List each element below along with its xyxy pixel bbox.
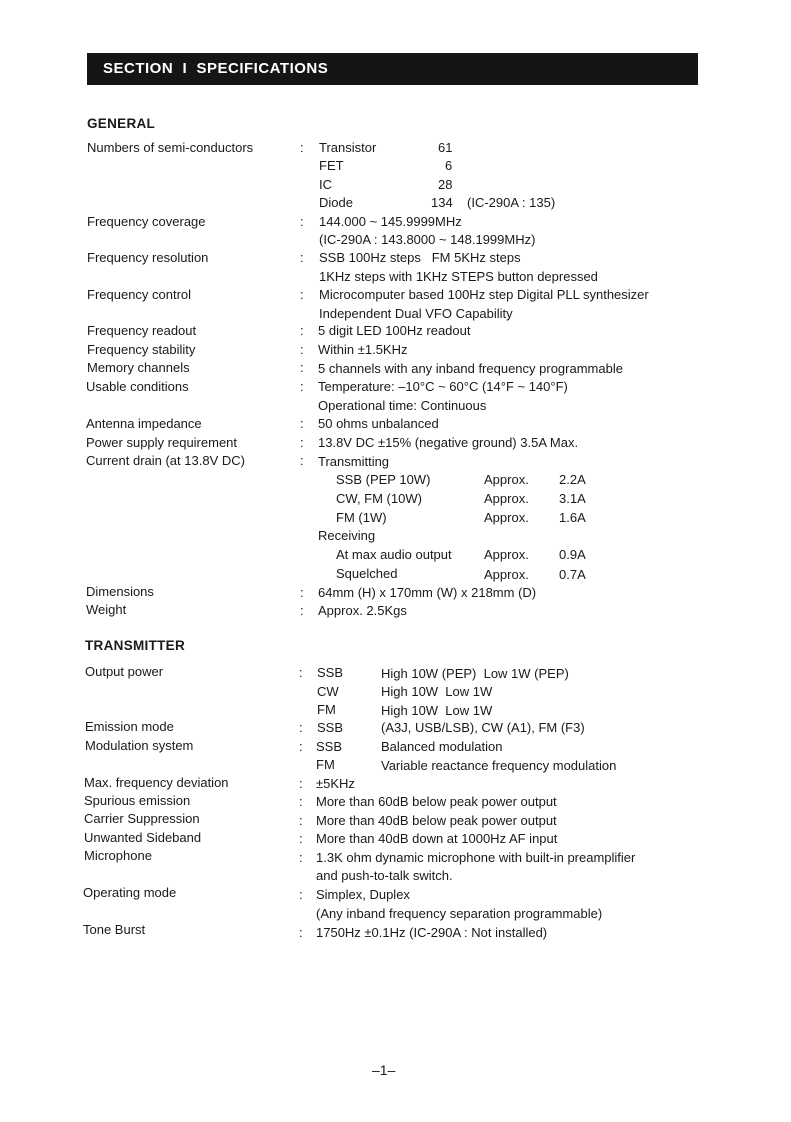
output-power-label: Output power: [85, 664, 164, 679]
drain-mode: FM (1W): [336, 510, 387, 525]
drain-mode: Squelched: [336, 566, 398, 581]
max-deviation-value: ±5KHz: [316, 776, 355, 791]
semi-row-name: Diode: [319, 195, 353, 210]
semi-row-value: 61: [438, 140, 453, 155]
modulation-value: Variable reactance frequency modulation: [381, 758, 617, 773]
usable-conditions-line2: Operational time: Continuous: [318, 398, 487, 413]
frequency-readout-value: 5 digit LED 100Hz readout: [318, 323, 471, 338]
frequency-coverage-label: Frequency coverage: [87, 214, 206, 229]
colon: :: [299, 665, 303, 680]
tone-burst-value: 1750Hz ±0.1Hz (IC-290A : Not installed): [316, 925, 548, 940]
frequency-resolution-label: Frequency resolution: [87, 250, 209, 265]
semi-row-value: 28: [438, 177, 453, 192]
colon: :: [299, 887, 303, 902]
dimensions-value: 64mm (H) x 170mm (W) x 218mm (D): [318, 585, 537, 600]
drain-value: 3.1A: [559, 491, 586, 506]
transmitting-label: Transmitting: [318, 454, 390, 469]
operating-mode-label: Operating mode: [83, 885, 177, 900]
colon: :: [300, 250, 304, 265]
memory-channels-label: Memory channels: [87, 360, 190, 375]
drain-mode: SSB (PEP 10W): [336, 472, 431, 487]
colon: :: [300, 287, 304, 302]
semi-row-name: FET: [319, 158, 344, 173]
usable-conditions-label: Usable conditions: [86, 379, 189, 394]
microphone-line1: 1.3K ohm dynamic microphone with built-in preamplifier: [316, 850, 636, 865]
spurious-emission-value: More than 60dB below peak power output: [316, 794, 557, 809]
colon: :: [300, 435, 304, 450]
unwanted-sideband-value: More than 40dB down at 1000Hz AF input: [316, 831, 558, 846]
frequency-stability-value: Within ±1.5KHz: [318, 342, 408, 357]
output-power-value: High 10W Low 1W: [381, 684, 493, 699]
receiving-label: Receiving: [318, 528, 376, 543]
colon: :: [299, 831, 303, 846]
drain-value: 0.9A: [559, 547, 586, 562]
max-deviation-label: Max. frequency deviation: [84, 775, 229, 790]
colon: :: [300, 585, 304, 600]
frequency-coverage-line2: (IC-290A : 143.8000 ~ 148.1999MHz): [319, 232, 536, 247]
carrier-suppression-value: More than 40dB below peak power output: [316, 813, 557, 828]
modulation-value: Balanced modulation: [381, 739, 503, 754]
output-power-mode: CW: [317, 684, 339, 699]
colon: :: [300, 140, 304, 155]
semi-row-value: 6: [445, 158, 453, 173]
page-number: –1–: [372, 1062, 396, 1078]
drain-approx: Approx.: [484, 491, 529, 506]
colon: :: [300, 342, 304, 357]
colon: :: [299, 720, 303, 735]
drain-approx: Approx.: [484, 510, 529, 525]
colon: :: [300, 379, 304, 394]
frequency-stability-label: Frequency stability: [87, 342, 196, 357]
colon: :: [300, 416, 304, 431]
frequency-control-line2: Independent Dual VFO Capability: [319, 306, 513, 321]
emission-mode-label: Emission mode: [85, 719, 174, 734]
drain-value: 2.2A: [559, 472, 586, 487]
frequency-coverage-line1: 144.000 ~ 145.9999MHz: [319, 214, 462, 229]
semi-row-value: 134: [431, 195, 453, 210]
current-drain-label: Current drain (at 13.8V DC): [86, 453, 245, 468]
weight-label: Weight: [86, 602, 127, 617]
modulation-mode: FM: [316, 757, 335, 772]
modulation-mode: SSB: [316, 739, 343, 754]
spurious-emission-label: Spurious emission: [84, 793, 191, 808]
colon: :: [299, 776, 303, 791]
section-title: SECTION I SPECIFICATIONS: [103, 60, 329, 77]
colon: :: [299, 925, 303, 940]
unwanted-sideband-label: Unwanted Sideband: [84, 830, 202, 845]
colon: :: [300, 323, 304, 338]
output-power-value: High 10W (PEP) Low 1W (PEP): [381, 666, 569, 681]
emission-mode-value: (A3J, USB/LSB), CW (A1), FM (F3): [381, 720, 585, 735]
drain-approx: Approx.: [484, 567, 529, 582]
modulation-system-label: Modulation system: [85, 738, 194, 753]
transmitter-heading: TRANSMITTER: [85, 638, 186, 653]
frequency-control-line1: Microcomputer based 100Hz step Digital PLL synthesizer: [319, 287, 649, 302]
power-supply-label: Power supply requirement: [86, 435, 238, 450]
colon: :: [299, 739, 303, 754]
emission-mode-mode: SSB: [317, 720, 344, 735]
operating-mode-line1: Simplex, Duplex: [316, 887, 410, 902]
weight-value: Approx. 2.5Kgs: [318, 603, 407, 618]
memory-channels-value: 5 channels with any inband frequency programmable: [318, 361, 623, 376]
frequency-control-label: Frequency control: [87, 287, 192, 302]
antenna-impedance-value: 50 ohms unbalanced: [318, 416, 439, 431]
usable-conditions-line1: Temperature: –10°C ~ 60°C (14°F ~ 140°F): [318, 379, 568, 394]
drain-value: 0.7A: [559, 567, 586, 582]
operating-mode-line2: (Any inband frequency separation programmable): [316, 906, 603, 921]
colon: :: [300, 214, 304, 229]
drain-mode: CW, FM (10W): [336, 491, 422, 506]
semi-row-name: IC: [319, 177, 332, 192]
microphone-line2: and push-to-talk switch.: [316, 868, 453, 883]
antenna-impedance-label: Antenna impedance: [86, 416, 202, 431]
frequency-readout-label: Frequency readout: [87, 323, 197, 338]
output-power-mode: FM: [317, 702, 336, 717]
tone-burst-label: Tone Burst: [83, 922, 146, 937]
semiconductors-label: Numbers of semi-conductors: [87, 140, 254, 155]
colon: :: [299, 850, 303, 865]
semi-row-note: (IC-290A : 135): [467, 195, 556, 210]
microphone-label: Microphone: [84, 848, 152, 863]
carrier-suppression-label: Carrier Suppression: [84, 811, 200, 826]
colon: :: [300, 453, 304, 468]
drain-value: 1.6A: [559, 510, 586, 525]
general-heading: GENERAL: [87, 116, 156, 131]
drain-approx: Approx.: [484, 547, 529, 562]
colon: :: [299, 794, 303, 809]
semi-row-name: Transistor: [319, 140, 377, 155]
colon: :: [300, 603, 304, 618]
colon: :: [300, 360, 304, 375]
output-power-mode: SSB: [317, 665, 344, 680]
frequency-resolution-line1: SSB 100Hz steps FM 5KHz steps: [319, 250, 521, 265]
colon: :: [299, 813, 303, 828]
section-banner: [87, 53, 698, 85]
frequency-resolution-line2: 1KHz steps with 1KHz STEPS button depressed: [319, 269, 598, 284]
dimensions-label: Dimensions: [86, 584, 154, 599]
output-power-value: High 10W Low 1W: [381, 703, 493, 718]
drain-approx: Approx.: [484, 472, 529, 487]
drain-mode: At max audio output: [336, 547, 452, 562]
power-supply-value: 13.8V DC ±15% (negative ground) 3.5A Max.: [318, 435, 579, 450]
